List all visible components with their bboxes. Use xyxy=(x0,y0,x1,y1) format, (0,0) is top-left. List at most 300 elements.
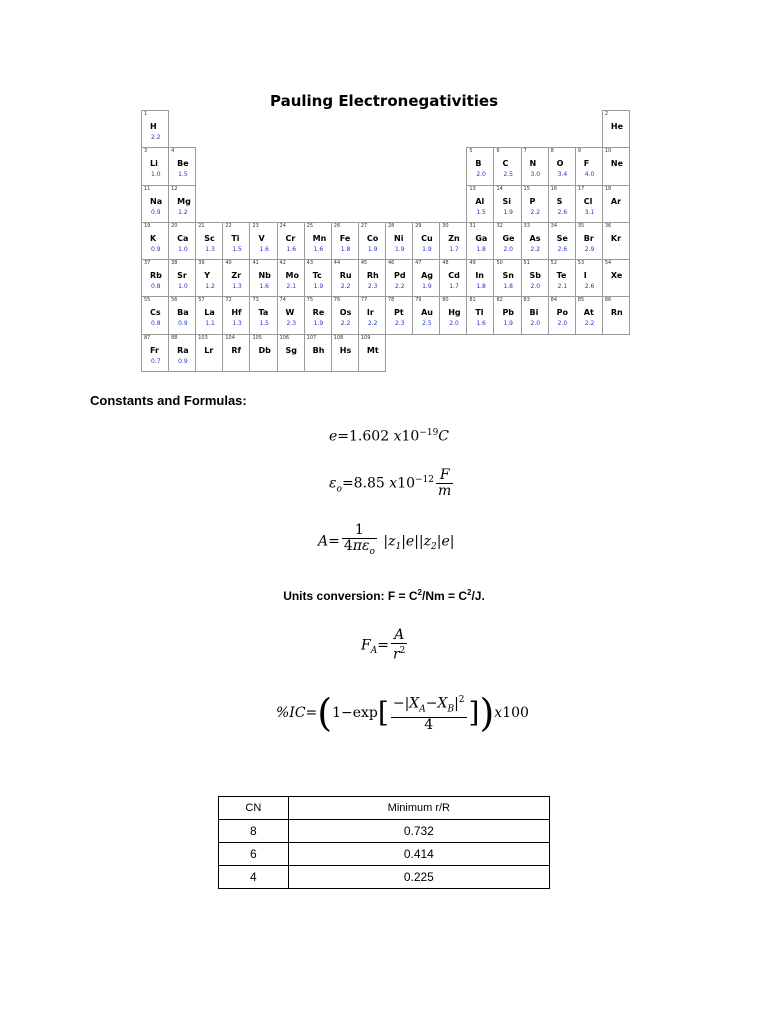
element-symbol: Bi xyxy=(529,308,539,318)
element-symbol: Ir xyxy=(366,308,374,318)
element-symbol: Ni xyxy=(394,233,404,243)
element-cell-be xyxy=(168,147,196,185)
element-cell-ca xyxy=(168,222,196,260)
formula-permittivity xyxy=(329,468,455,499)
electronegativity-value: 2.6 xyxy=(557,208,568,216)
element-cell-fe xyxy=(331,222,359,260)
electronegativity-value: 1.3 xyxy=(205,245,215,253)
atomic-number: 19 xyxy=(144,222,151,229)
formula-a-den-pi: π xyxy=(352,538,362,554)
element-cell-n xyxy=(521,147,549,185)
element-symbol: I xyxy=(583,271,587,281)
periodic-table xyxy=(141,110,629,371)
element-symbol: At xyxy=(583,308,594,318)
atomic-number: 23 xyxy=(252,222,259,229)
formula-coulomb-a xyxy=(318,523,454,560)
atomic-number: 87 xyxy=(144,334,151,341)
formula-fa-sub: A xyxy=(370,646,378,657)
element-cell-sr xyxy=(168,259,196,297)
atomic-number: 84 xyxy=(550,297,558,304)
header-cn: CN xyxy=(219,797,289,820)
element-cell-rn xyxy=(602,296,630,334)
element-cell-c xyxy=(493,147,521,185)
electronegativity-value: 1.9 xyxy=(422,245,432,253)
formula-ic-hundred: 100 xyxy=(502,705,529,722)
electronegativity-value: 0.9 xyxy=(178,320,188,328)
atomic-number: 28 xyxy=(388,222,395,229)
electronegativity-value: 0.7 xyxy=(151,357,161,365)
atomic-number: 17 xyxy=(577,185,585,192)
formula-ic-den: 4 xyxy=(424,717,434,734)
element-cell-zn xyxy=(439,222,467,260)
atomic-number: 104 xyxy=(225,334,235,341)
electronegativity-value: 2.2 xyxy=(584,320,595,328)
atomic-number: 11 xyxy=(144,185,151,192)
atomic-number: 82 xyxy=(496,297,503,304)
element-cell-te xyxy=(548,259,576,297)
electronegativity-value: 1.3 xyxy=(232,283,242,291)
formula-eps-num: F xyxy=(436,468,453,484)
electronegativity-value: 3.0 xyxy=(530,171,541,179)
formula-eps-fraction xyxy=(436,468,453,499)
element-cell-la xyxy=(195,296,223,334)
atomic-number: 8 xyxy=(550,148,554,155)
formula-eps-sub: o xyxy=(336,484,342,495)
element-symbol: Ra xyxy=(177,345,189,355)
element-cell-s xyxy=(548,185,576,223)
element-symbol: B xyxy=(475,159,482,169)
atomic-number: 21 xyxy=(198,222,205,229)
electronegativity-value: 1.2 xyxy=(178,208,188,216)
electronegativity-value: 1.9 xyxy=(313,320,324,328)
table-header-row xyxy=(219,797,550,820)
element-symbol: H xyxy=(150,122,157,131)
formula-fa-den: r xyxy=(392,646,400,663)
electronegativity-value: 1.0 xyxy=(178,283,188,291)
ratio-cell: 0.732 xyxy=(288,820,549,843)
electronegativity-value: 1.5 xyxy=(178,171,188,179)
electronegativity-value: 2.2 xyxy=(367,320,378,328)
electronegativity-value: 0.9 xyxy=(151,208,161,216)
atomic-number: 40 xyxy=(225,260,232,267)
formula-a-z2: |z xyxy=(418,533,432,550)
element-symbol: N xyxy=(529,159,537,169)
atomic-number: 2 xyxy=(604,111,609,117)
element-symbol: Cr xyxy=(285,233,296,243)
electronegativity-value: 1.7 xyxy=(449,245,459,253)
element-cell-bi xyxy=(521,296,549,334)
element-symbol: Os xyxy=(339,308,352,318)
atomic-number: 18 xyxy=(604,185,612,192)
element-cell-h xyxy=(141,110,169,148)
electronegativity-value: 1.3 xyxy=(232,320,242,328)
page-title: Pauling Electronegativities xyxy=(270,92,498,110)
atomic-number: 25 xyxy=(306,222,314,229)
element-cell-p xyxy=(521,185,549,223)
element-symbol: Te xyxy=(556,271,567,281)
element-cell-xe xyxy=(602,259,630,297)
element-symbol: O xyxy=(556,159,564,169)
electronegativity-value: 1.9 xyxy=(313,283,324,291)
atomic-number: 16 xyxy=(550,185,558,192)
atomic-number: 108 xyxy=(333,334,344,341)
atomic-number: 34 xyxy=(550,222,558,229)
electronegativity-value: 1.9 xyxy=(503,320,513,328)
atomic-number: 105 xyxy=(252,334,262,341)
atomic-number: 20 xyxy=(171,222,178,229)
element-symbol: Sn xyxy=(502,271,514,281)
element-cell-rb xyxy=(141,259,169,297)
formula-ionic-character xyxy=(276,691,529,736)
element-cell-ga xyxy=(466,222,494,260)
element-symbol: Pb xyxy=(502,308,515,318)
element-cell-li xyxy=(141,147,169,185)
atomic-number: 44 xyxy=(333,260,341,267)
atomic-number: 24 xyxy=(279,222,286,229)
formula-ic-xa-sub: A xyxy=(419,704,426,715)
element-symbol: Tl xyxy=(475,308,484,318)
units-mid: /Nm = C xyxy=(422,589,468,603)
formula-a-den-eps: ε xyxy=(361,538,370,554)
atomic-number: 81 xyxy=(469,297,476,304)
units-conversion xyxy=(0,588,768,603)
formula-ic-fraction: $\frac{-|X_A-X_B|^2}{4}$ xyxy=(392,695,465,734)
formula-ic-minus: − xyxy=(425,695,438,712)
atomic-number: 26 xyxy=(333,222,341,229)
atomic-number: 41 xyxy=(252,260,259,267)
atomic-number: 10 xyxy=(604,148,612,155)
atomic-number: 4 xyxy=(171,148,175,155)
ratio-cell: 0.225 xyxy=(288,866,549,889)
electronegativity-value: 3.4 xyxy=(557,171,568,179)
atomic-number: 22 xyxy=(225,222,232,229)
element-cell-ir xyxy=(358,296,386,334)
element-cell-ar xyxy=(602,185,630,223)
formula-ic-neg: − xyxy=(392,695,405,712)
atomic-number: 79 xyxy=(415,297,422,304)
element-symbol: Db xyxy=(258,345,271,355)
electronegativity-value: 2.2 xyxy=(340,283,351,291)
formula-ic-sup: 2 xyxy=(458,695,465,705)
electronegativity-value: 1.0 xyxy=(178,245,188,253)
element-cell-ba xyxy=(168,296,196,334)
element-cell-ni xyxy=(385,222,413,260)
electronegativity-value: 0.8 xyxy=(151,283,161,291)
formula-fa-lhs: F xyxy=(361,637,371,654)
element-symbol: Cl xyxy=(583,196,593,206)
element-symbol: Sg xyxy=(285,345,298,355)
atomic-number: 76 xyxy=(333,297,341,304)
element-cell-hg xyxy=(439,296,467,334)
atomic-number: 36 xyxy=(604,222,612,229)
atomic-number: 35 xyxy=(577,222,585,229)
atomic-number: 86 xyxy=(604,297,612,304)
element-cell-sb xyxy=(521,259,549,297)
atomic-number: 38 xyxy=(171,260,178,267)
atomic-number: 75 xyxy=(306,297,314,304)
element-cell-mn xyxy=(304,222,332,260)
formula-a-z2-sub: 2 xyxy=(431,542,437,553)
electronegativity-value: 1.6 xyxy=(259,283,269,291)
element-cell-tl xyxy=(466,296,494,334)
formula-eps-den: m xyxy=(438,483,452,499)
atomic-number: 57 xyxy=(198,297,205,304)
element-symbol: Ga xyxy=(475,233,488,243)
atomic-number: 103 xyxy=(198,334,208,341)
electronegativity-value: 2.5 xyxy=(422,320,432,328)
element-symbol: Cu xyxy=(421,233,433,243)
element-symbol: Kr xyxy=(610,233,622,243)
formula-ic-lparen: ( xyxy=(317,691,333,736)
formula-a-num: 1 xyxy=(342,523,377,539)
formula-fa-num: A xyxy=(391,628,407,644)
element-cell-fr xyxy=(141,334,169,372)
element-symbol: Sr xyxy=(177,271,187,281)
atomic-number: 37 xyxy=(144,260,151,267)
electronegativity-value: 2.3 xyxy=(395,320,405,328)
formula-a-den-sub: o xyxy=(369,546,375,557)
element-symbol: Cd xyxy=(448,271,460,281)
electronegativity-value: 0.9 xyxy=(178,357,188,365)
element-cell-ti xyxy=(222,222,250,260)
element-symbol: In xyxy=(475,271,484,281)
atomic-number: 5 xyxy=(469,148,473,155)
element-symbol: K xyxy=(150,233,157,243)
electronegativity-value: 2.0 xyxy=(530,320,541,328)
electronegativity-value: 0.9 xyxy=(151,245,161,253)
element-symbol: F xyxy=(583,159,590,169)
element-symbol: Au xyxy=(421,308,433,318)
element-symbol: P xyxy=(529,196,536,206)
element-cell-nb xyxy=(249,259,277,297)
element-cell-sc xyxy=(195,222,223,260)
element-cell-mg xyxy=(168,185,196,223)
element-cell-k xyxy=(141,222,169,260)
element-cell-ra xyxy=(168,334,196,372)
electronegativity-value: 2.0 xyxy=(530,283,541,291)
atomic-number: 83 xyxy=(523,297,530,304)
electronegativity-value: 1.2 xyxy=(205,283,215,291)
units-pre: Units conversion: F = C xyxy=(283,589,418,603)
atomic-number: 48 xyxy=(442,260,449,267)
element-symbol: Be xyxy=(177,159,189,169)
element-cell-au xyxy=(412,296,440,334)
element-symbol: Ge xyxy=(502,233,515,243)
formula-a-fraction xyxy=(342,523,377,560)
element-cell-ag xyxy=(412,259,440,297)
electronegativity-value: 2.6 xyxy=(557,245,568,253)
formula-a-z1-sub: 1 xyxy=(395,542,402,553)
element-symbol: Co xyxy=(366,233,379,243)
element-cell-si xyxy=(493,185,521,223)
electronegativity-value: 2.2 xyxy=(151,134,161,141)
element-symbol: Re xyxy=(312,308,325,318)
atomic-number: 54 xyxy=(604,260,612,267)
element-cell-al xyxy=(466,185,494,223)
formula-a-z1: |z xyxy=(383,533,396,550)
element-cell-tc xyxy=(304,259,332,297)
table-row xyxy=(219,843,550,866)
coordination-number-table xyxy=(218,796,550,889)
atomic-number: 106 xyxy=(279,334,290,341)
atomic-number: 55 xyxy=(144,297,151,304)
element-cell-sg xyxy=(277,334,305,372)
element-cell-b xyxy=(466,147,494,185)
cn-cell: 8 xyxy=(219,820,289,843)
electronegativity-value: 2.0 xyxy=(503,245,513,253)
electronegativity-value: 1.5 xyxy=(476,208,486,216)
element-symbol: Rn xyxy=(610,308,623,318)
element-symbol: As xyxy=(529,233,541,243)
element-symbol: Si xyxy=(502,196,511,206)
atomic-number: 73 xyxy=(252,297,259,304)
electronegativity-value: 1.8 xyxy=(340,245,351,253)
electronegativity-value: 1.9 xyxy=(422,283,432,291)
element-cell-at xyxy=(575,296,603,334)
electronegativity-value: 2.2 xyxy=(530,245,541,253)
element-cell-re xyxy=(304,296,332,334)
atomic-number: 7 xyxy=(523,148,527,155)
atomic-number: 88 xyxy=(171,334,178,341)
electronegativity-value: 1.6 xyxy=(313,245,324,253)
atomic-number: 14 xyxy=(496,185,503,192)
atomic-number: 78 xyxy=(388,297,395,304)
element-cell-pt xyxy=(385,296,413,334)
formula-ic-xb: X xyxy=(437,695,448,712)
element-cell-cs xyxy=(141,296,169,334)
atomic-number: 47 xyxy=(415,260,422,267)
element-cell-w xyxy=(277,296,305,334)
cn-cell: 4 xyxy=(219,866,289,889)
element-symbol: Ar xyxy=(610,196,622,206)
formula-fa-eq: = xyxy=(377,637,389,654)
atomic-number: 107 xyxy=(306,334,317,341)
electronegativity-value: 2.0 xyxy=(449,320,459,328)
formula-ic-rparen: ) xyxy=(479,691,495,736)
element-symbol: Ca xyxy=(177,233,189,243)
constants-heading: Constants and Formulas: xyxy=(90,393,247,408)
element-symbol: Y xyxy=(204,271,211,281)
element-cell-rf xyxy=(222,334,250,372)
formula-ic-xb-sub: B xyxy=(447,704,455,715)
formula-ic-one-exp: 1−exp xyxy=(332,705,378,722)
atomic-number: 46 xyxy=(388,260,395,267)
element-cell-ru xyxy=(331,259,359,297)
element-cell-br xyxy=(575,222,603,260)
electronegativity-value: 2.0 xyxy=(476,171,486,179)
element-cell-mt xyxy=(358,334,386,372)
atomic-number: 6 xyxy=(496,148,500,155)
atomic-number: 13 xyxy=(469,185,476,192)
element-cell-cr xyxy=(277,222,305,260)
units-post: /J. xyxy=(471,589,485,603)
element-symbol: Zn xyxy=(448,233,460,243)
atomic-number: 43 xyxy=(306,260,314,267)
element-symbol: Hf xyxy=(231,308,242,318)
element-symbol: Xe xyxy=(610,271,623,281)
electronegativity-value: 2.3 xyxy=(367,283,378,291)
electronegativity-value: 2.2 xyxy=(395,283,405,291)
element-symbol: La xyxy=(204,308,215,318)
element-symbol: Fe xyxy=(339,233,351,243)
element-cell-po xyxy=(548,296,576,334)
element-symbol: Se xyxy=(556,233,568,243)
atomic-number: 77 xyxy=(360,297,368,304)
element-symbol: Sc xyxy=(204,233,215,243)
element-symbol: Fr xyxy=(150,345,159,355)
element-symbol: Ne xyxy=(610,159,623,169)
element-cell-o xyxy=(548,147,576,185)
formula-eps-value: =8.85 xyxy=(341,475,385,492)
element-symbol: Rf xyxy=(231,345,241,355)
electronegativity-value: 2.9 xyxy=(584,245,595,253)
formula-ic-eq: = xyxy=(305,705,318,722)
electronegativity-value: 1.0 xyxy=(151,171,161,179)
element-symbol: Po xyxy=(556,308,569,318)
element-symbol: Ti xyxy=(231,233,240,243)
formula-e-lhs: e xyxy=(329,428,338,445)
formula-eps-base: 10 xyxy=(397,475,416,492)
atomic-number: 31 xyxy=(469,222,476,229)
element-symbol: Nb xyxy=(258,271,271,281)
element-cell-sn xyxy=(493,259,521,297)
electronegativity-value: 1.7 xyxy=(449,283,459,291)
atomic-number: 9 xyxy=(577,148,581,155)
atomic-number: 3 xyxy=(144,148,148,155)
electronegativity-value: 2.3 xyxy=(286,320,297,328)
formula-eps-x: x xyxy=(389,475,398,492)
electronegativity-value: 0.8 xyxy=(151,320,161,328)
electronegativity-value: 1.9 xyxy=(395,245,405,253)
atomic-number: 27 xyxy=(360,222,368,229)
formula-a-e2: |e| xyxy=(436,533,455,550)
atomic-number: 49 xyxy=(469,260,476,267)
element-cell-f xyxy=(575,147,603,185)
table-row xyxy=(219,820,550,843)
electronegativity-value: 4.0 xyxy=(584,171,595,179)
element-symbol: He xyxy=(610,122,623,131)
atomic-number: 39 xyxy=(198,260,205,267)
element-symbol: Tc xyxy=(312,271,322,281)
element-cell-co xyxy=(358,222,386,260)
formula-ic-lbracket: [ xyxy=(377,696,389,730)
atomic-number: 29 xyxy=(415,222,422,229)
element-cell-as xyxy=(521,222,549,260)
element-cell-kr xyxy=(602,222,630,260)
ratio-cell: 0.414 xyxy=(288,843,549,866)
formula-electron-charge xyxy=(329,428,449,445)
element-cell-v xyxy=(249,222,277,260)
element-symbol: Hs xyxy=(339,345,352,355)
element-cell-y xyxy=(195,259,223,297)
electronegativity-value: 1.8 xyxy=(476,283,486,291)
formula-e-value: =1.602 xyxy=(337,428,390,445)
formula-a-lhs: A xyxy=(318,533,329,550)
element-symbol: Ta xyxy=(258,308,269,318)
element-cell-cl xyxy=(575,185,603,223)
element-cell-bh xyxy=(304,334,332,372)
electronegativity-value: 1.5 xyxy=(232,245,242,253)
element-symbol: Rb xyxy=(150,271,162,281)
electronegativity-value: 2.0 xyxy=(557,320,568,328)
atomic-number: 12 xyxy=(171,185,178,192)
formula-a-eq: = xyxy=(328,533,340,550)
element-cell-hs xyxy=(331,334,359,372)
electronegativity-value: 1.1 xyxy=(205,320,215,328)
header-min-ratio: Minimum r/R xyxy=(288,797,549,820)
element-cell-pb xyxy=(493,296,521,334)
element-symbol: Sb xyxy=(529,271,542,281)
